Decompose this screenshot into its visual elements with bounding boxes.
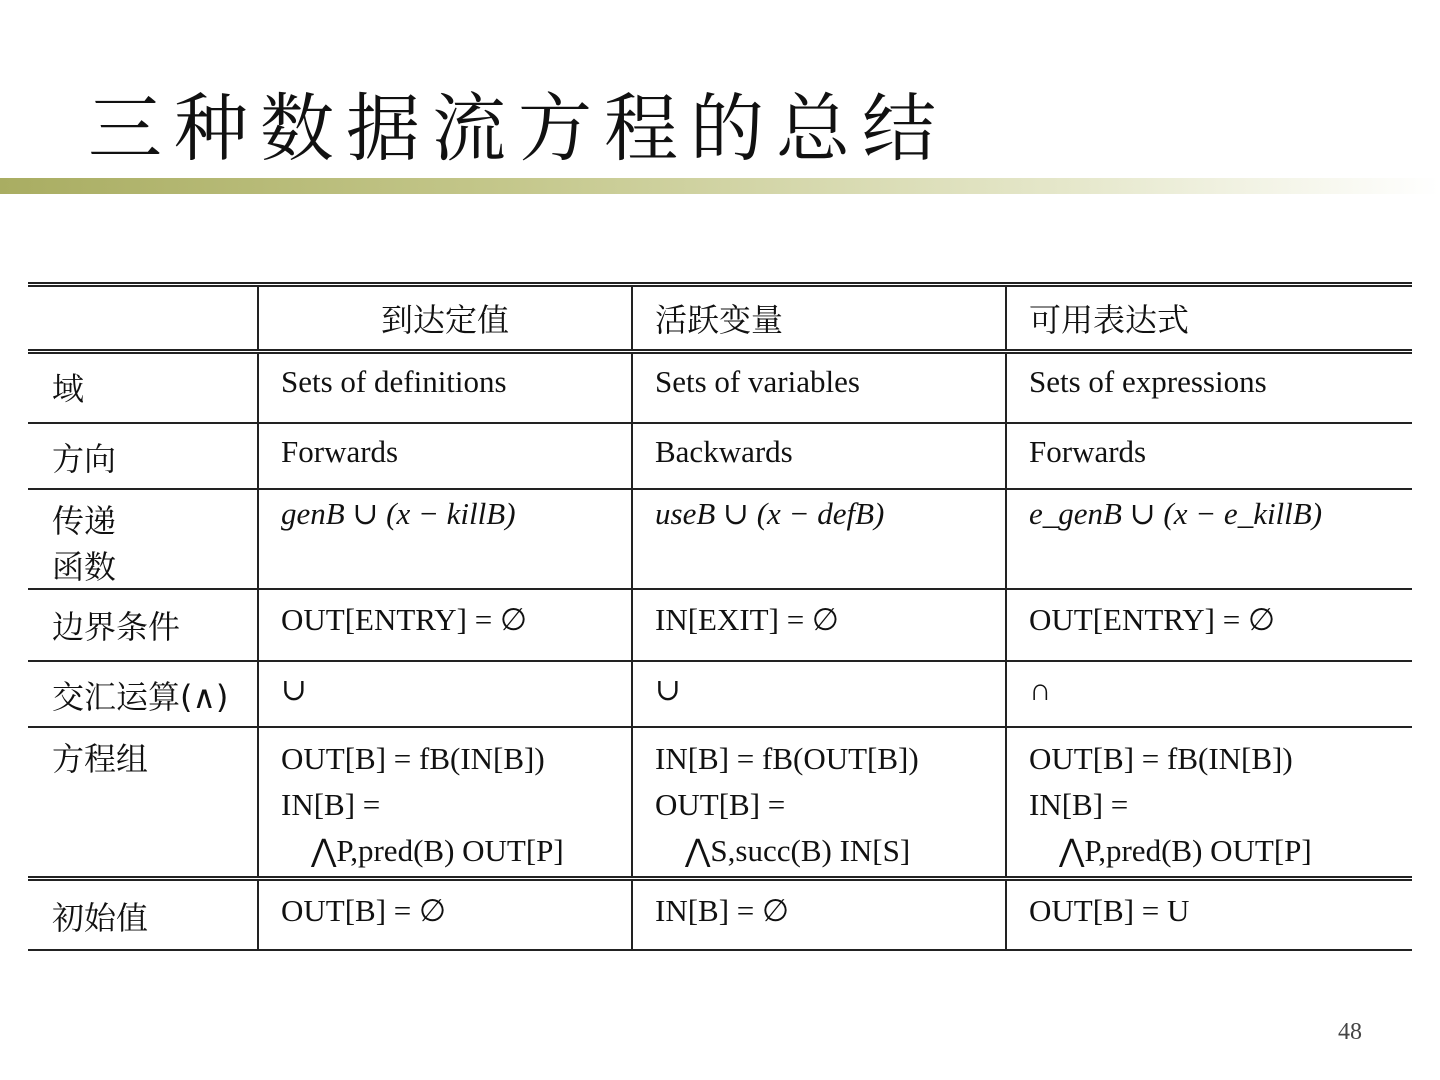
table-row-boundary	[28, 589, 1412, 661]
cell-direction-rd: Forwards	[258, 423, 632, 489]
equation-line: IN[B] = fB(OUT[B])	[655, 741, 919, 776]
cell-direction-lv: Backwards	[632, 423, 1006, 489]
equation-line: ⋀P,pred(B) OUT[P]	[1059, 833, 1312, 868]
row-label-transfer-text: 传递函数	[52, 502, 117, 586]
row-label-meet: 交汇运算(∧)	[28, 661, 258, 727]
table-row-meet	[28, 661, 1412, 727]
cell-boundary-rd: OUT[ENTRY] = ∅	[258, 589, 632, 661]
header-available-expressions: 可用表达式	[1006, 285, 1412, 352]
header-empty	[28, 285, 258, 352]
cell-boundary-ae: OUT[ENTRY] = ∅	[1006, 589, 1412, 661]
row-label-boundary: 边界条件	[28, 589, 258, 661]
page-number: 48	[1338, 1019, 1362, 1045]
row-label-transfer-function	[28, 489, 258, 589]
cell-domain-lv: Sets of variables	[632, 352, 1006, 424]
header-live-variables: 活跃变量	[632, 285, 1006, 352]
table-row-equations	[28, 727, 1412, 879]
table-row-initial	[28, 879, 1412, 951]
row-label-initial: 初始值	[28, 879, 258, 951]
title-underline-bar	[0, 178, 1440, 194]
row-label-equations: 方程组	[28, 727, 258, 879]
cell-direction-ae: Forwards	[1006, 423, 1412, 489]
equation-line: IN[B] =	[281, 787, 381, 822]
cell-boundary-lv: IN[EXIT] = ∅	[632, 589, 1006, 661]
table-header-row	[28, 285, 1412, 352]
cell-domain-ae: Sets of expressions	[1006, 352, 1412, 424]
cell-domain-rd: Sets of definitions	[258, 352, 632, 424]
equation-line: OUT[B] = fB(IN[B])	[281, 741, 545, 776]
cell-initial-rd: OUT[B] = ∅	[258, 879, 632, 951]
equation-line: ⋀S,succ(B) IN[S]	[685, 833, 911, 868]
equation-line: OUT[B] = fB(IN[B])	[1029, 741, 1293, 776]
equation-line: IN[B] =	[1029, 787, 1129, 822]
table-row-transfer-function	[28, 489, 1412, 589]
summary-table-container	[28, 282, 1412, 951]
cell-transfer-ae: e_genB ∪ (x − e_killB)	[1006, 489, 1412, 589]
cell-equations-ae	[1006, 727, 1412, 879]
equation-line: OUT[B] =	[655, 787, 786, 822]
cell-transfer-rd: genB ∪ (x − killB)	[258, 489, 632, 589]
cell-meet-lv: ∪	[632, 661, 1006, 727]
cell-equations-lv	[632, 727, 1006, 879]
row-label-direction: 方向	[28, 423, 258, 489]
cell-initial-lv: IN[B] = ∅	[632, 879, 1006, 951]
cell-transfer-lv: useB ∪ (x − defB)	[632, 489, 1006, 589]
slide-title: 三种数据流方程的总结	[88, 86, 948, 172]
cell-equations-rd	[258, 727, 632, 879]
row-label-domain: 域	[28, 352, 258, 424]
cell-meet-rd: ∪	[258, 661, 632, 727]
cell-meet-ae: ∩	[1006, 661, 1412, 727]
cell-initial-ae: OUT[B] = U	[1006, 879, 1412, 951]
header-reaching-definitions: 到达定值	[258, 285, 632, 352]
table-row-direction	[28, 423, 1412, 489]
equation-line: ⋀P,pred(B) OUT[P]	[311, 833, 564, 868]
dataflow-summary-table	[28, 282, 1412, 951]
table-row-domain	[28, 352, 1412, 424]
